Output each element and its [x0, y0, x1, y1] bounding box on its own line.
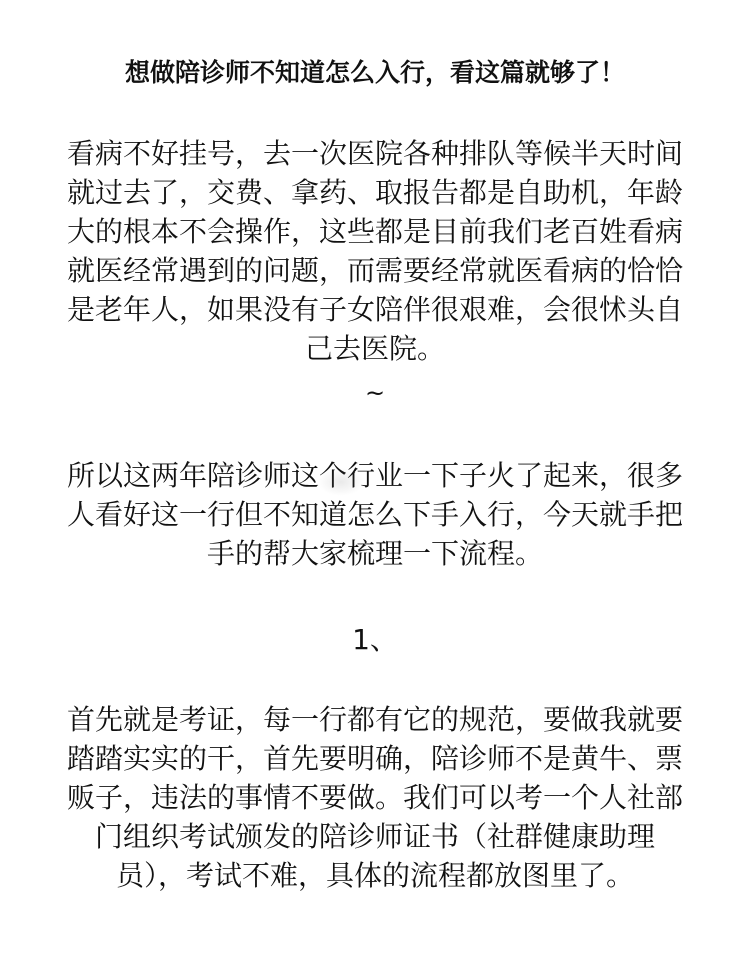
paragraph-trend: [40, 456, 710, 573]
paragraph-line: 贩子，违法的事情不要做。我们可以考一个人社部: [66, 781, 683, 814]
paragraph-line: 看病不好挂号，去一次医院各种排队等候半天时间: [66, 137, 683, 170]
paragraph-certificate: [40, 700, 710, 895]
section-number: 1、: [352, 623, 398, 656]
separator-tilde: ~: [364, 379, 386, 407]
paragraph-line: 就过去了，交费、拿药、取报告都是自助机，年龄: [66, 176, 683, 209]
paragraph-line: 己去医院。: [304, 332, 445, 365]
paragraph-line: 手的帮大家梳理一下流程。: [206, 537, 543, 570]
paragraph-line: 踏踏实实的干，首先要明确，陪诊师不是黄牛、票: [66, 742, 683, 775]
paragraph-line: 是老年人，如果没有子女陪伴很艰难，会很怵头自: [66, 293, 683, 326]
paragraph-line: 大的根本不会操作，这些都是目前我们老百姓看病: [66, 215, 683, 248]
paragraph-line: 员），考试不难，具体的流程都放图里了。: [115, 859, 634, 892]
paragraph-line: 门组织考试颁发的陪诊师证书（社群健康助理: [94, 820, 655, 853]
faint-watermark: [318, 468, 364, 496]
article-title: 想做陪诊师不知道怎么入行，看这篇就够了！: [124, 58, 625, 87]
paragraph-line: 所以这两年陪诊师这个行业一下子火了起来，很多: [66, 459, 683, 492]
paragraph-line: 首先就是考证，每一行都有它的规范，要做我就要: [66, 703, 683, 736]
paragraph-intro: [40, 134, 710, 368]
paragraph-line: 就医经常遇到的问题，而需要经常就医看病的恰恰: [66, 254, 683, 287]
paragraph-line: 人看好这一行但不知道怎么下手入行，今天就手把: [66, 498, 683, 531]
